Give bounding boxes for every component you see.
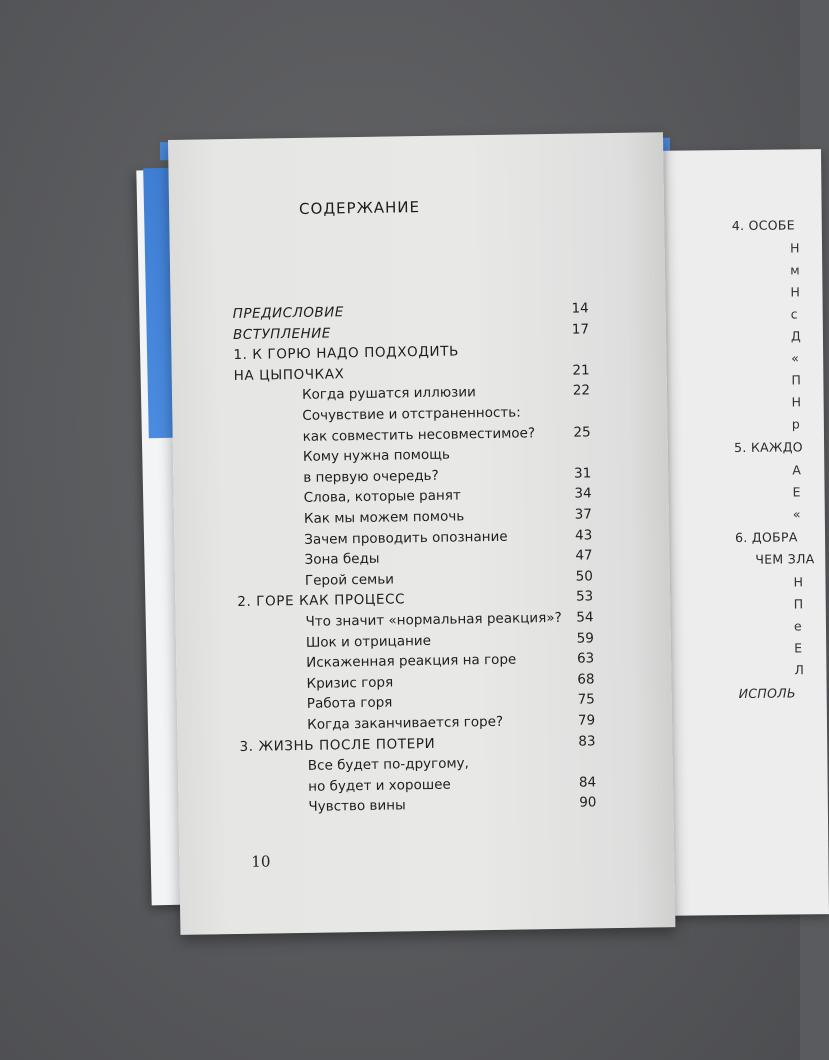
right-page-line: ИСПОЛЬ bbox=[738, 685, 796, 702]
toc-entry-title: 2. ГОРЕ КАК ПРОЦЕСС bbox=[237, 591, 406, 610]
right-page-cropped-glyph: П bbox=[791, 372, 801, 388]
right-page-cropped-glyph: « bbox=[791, 350, 799, 366]
toc-entry-title: Зачем проводить опознание bbox=[304, 528, 508, 548]
toc-entry-title: Шок и отрицание bbox=[305, 632, 432, 651]
toc-entry-page: 75 bbox=[577, 691, 595, 708]
toc-entry-page: 84 bbox=[578, 774, 597, 791]
right-page-cropped-glyph: Л bbox=[794, 662, 804, 678]
toc-entry-title: Работа горя bbox=[306, 694, 393, 712]
toc-entry-page: 54 bbox=[576, 609, 594, 626]
toc-entry-title: 1. К ГОРЮ НАДО ПОДХОДИТЬ bbox=[233, 343, 459, 363]
toc-entry-page: 68 bbox=[577, 671, 595, 688]
toc-entry-title: Сочувствие и отстраненность: bbox=[302, 404, 521, 424]
toc-entry-page: 50 bbox=[575, 568, 594, 585]
toc-entry-page: 90 bbox=[579, 794, 597, 811]
toc-entry-title: Зона беды bbox=[304, 550, 380, 568]
toc-entry-page: 14 bbox=[571, 300, 589, 317]
right-page-cropped-glyph: Е bbox=[792, 484, 801, 500]
toc-entry-title: в первую очередь? bbox=[303, 467, 439, 486]
toc-entry-title: Все будет по-другому, bbox=[307, 755, 470, 774]
page-number: 10 bbox=[251, 852, 271, 871]
right-page-line: 6. ДОБРА bbox=[734, 529, 798, 546]
toc-entry-page: 59 bbox=[576, 630, 595, 647]
toc-entry-title: ПРЕДИСЛОВИЕ bbox=[232, 304, 344, 323]
toc-entry-title: но будет и хорошее bbox=[308, 776, 451, 795]
left-page bbox=[168, 132, 675, 935]
toc-entry-page: 53 bbox=[575, 588, 594, 605]
toc-entry-page: 17 bbox=[571, 321, 590, 338]
right-page-line: 5. КАЖДО bbox=[734, 439, 803, 456]
toc-entry-title: Кризис горя bbox=[306, 674, 394, 692]
toc-entry-page: 22 bbox=[572, 382, 591, 399]
toc-entry-title: ВСТУПЛЕНИЕ bbox=[232, 325, 331, 344]
page-title: СОДЕРЖАНИЕ bbox=[298, 198, 421, 218]
right-page-cropped-glyph: Н bbox=[793, 574, 804, 590]
right-page-cropped-glyph: м bbox=[790, 262, 800, 278]
toc-entry-page: 34 bbox=[574, 485, 592, 502]
right-page-line: ЧЕМ ЗЛА bbox=[755, 551, 815, 567]
toc-entry-page: 25 bbox=[573, 424, 591, 441]
right-page-cropped-glyph: с bbox=[790, 306, 798, 322]
toc-entry-title: Когда заканчивается горе? bbox=[307, 713, 504, 733]
right-page-cropped-glyph: Н bbox=[791, 394, 802, 410]
toc-entry-page: 79 bbox=[577, 712, 596, 729]
right-page-cropped-glyph: р bbox=[791, 416, 800, 432]
right-page-cropped-glyph: Е bbox=[794, 640, 803, 656]
right-page bbox=[651, 149, 829, 916]
right-page-line: 4. ОСОБЕ bbox=[731, 217, 796, 234]
right-page-cropped-glyph: Н bbox=[790, 284, 800, 300]
right-page-cropped-glyph: П bbox=[793, 596, 804, 612]
right-page-cropped-glyph: Д bbox=[790, 328, 801, 344]
right-page-cropped-glyph: е bbox=[793, 618, 802, 634]
right-page-cropped-glyph: « bbox=[792, 506, 801, 522]
toc-entry-title: Герой семьи bbox=[304, 571, 395, 589]
toc-entry-title: НА ЦЫПОЧКАХ bbox=[233, 366, 345, 384]
toc-entry-page: 47 bbox=[575, 547, 593, 564]
toc-entry-page: 37 bbox=[574, 506, 593, 523]
toc-entry-title: Кому нужна помощь bbox=[302, 446, 450, 465]
toc-entry-page: 21 bbox=[572, 362, 590, 379]
right-page-cropped-glyph: А bbox=[792, 462, 801, 478]
toc-entry-title: Что значит «нормальная реакция»? bbox=[305, 609, 562, 630]
right-page-cropped-glyph: Н bbox=[789, 240, 800, 256]
toc-entry-title: Слова, которые ранят bbox=[303, 487, 461, 506]
toc-entry-page: 43 bbox=[574, 527, 593, 544]
toc-entry-page: 63 bbox=[576, 650, 595, 667]
toc-entry-title: Когда рушатся иллюзии bbox=[301, 384, 476, 403]
toc-entry-title: Чувство вины bbox=[308, 797, 406, 815]
toc-entry-title: Искаженная реакция на горе bbox=[306, 651, 517, 671]
toc-entry-page: 31 bbox=[573, 465, 592, 482]
toc-entry-title: как совместить несовместимое? bbox=[302, 425, 536, 445]
toc-entry-title: 3. ЖИЗНЬ ПОСЛЕ ПОТЕРИ bbox=[239, 735, 436, 755]
toc-entry-page: 83 bbox=[578, 733, 596, 750]
toc-entry-title: Как мы можем помочь bbox=[303, 508, 465, 527]
